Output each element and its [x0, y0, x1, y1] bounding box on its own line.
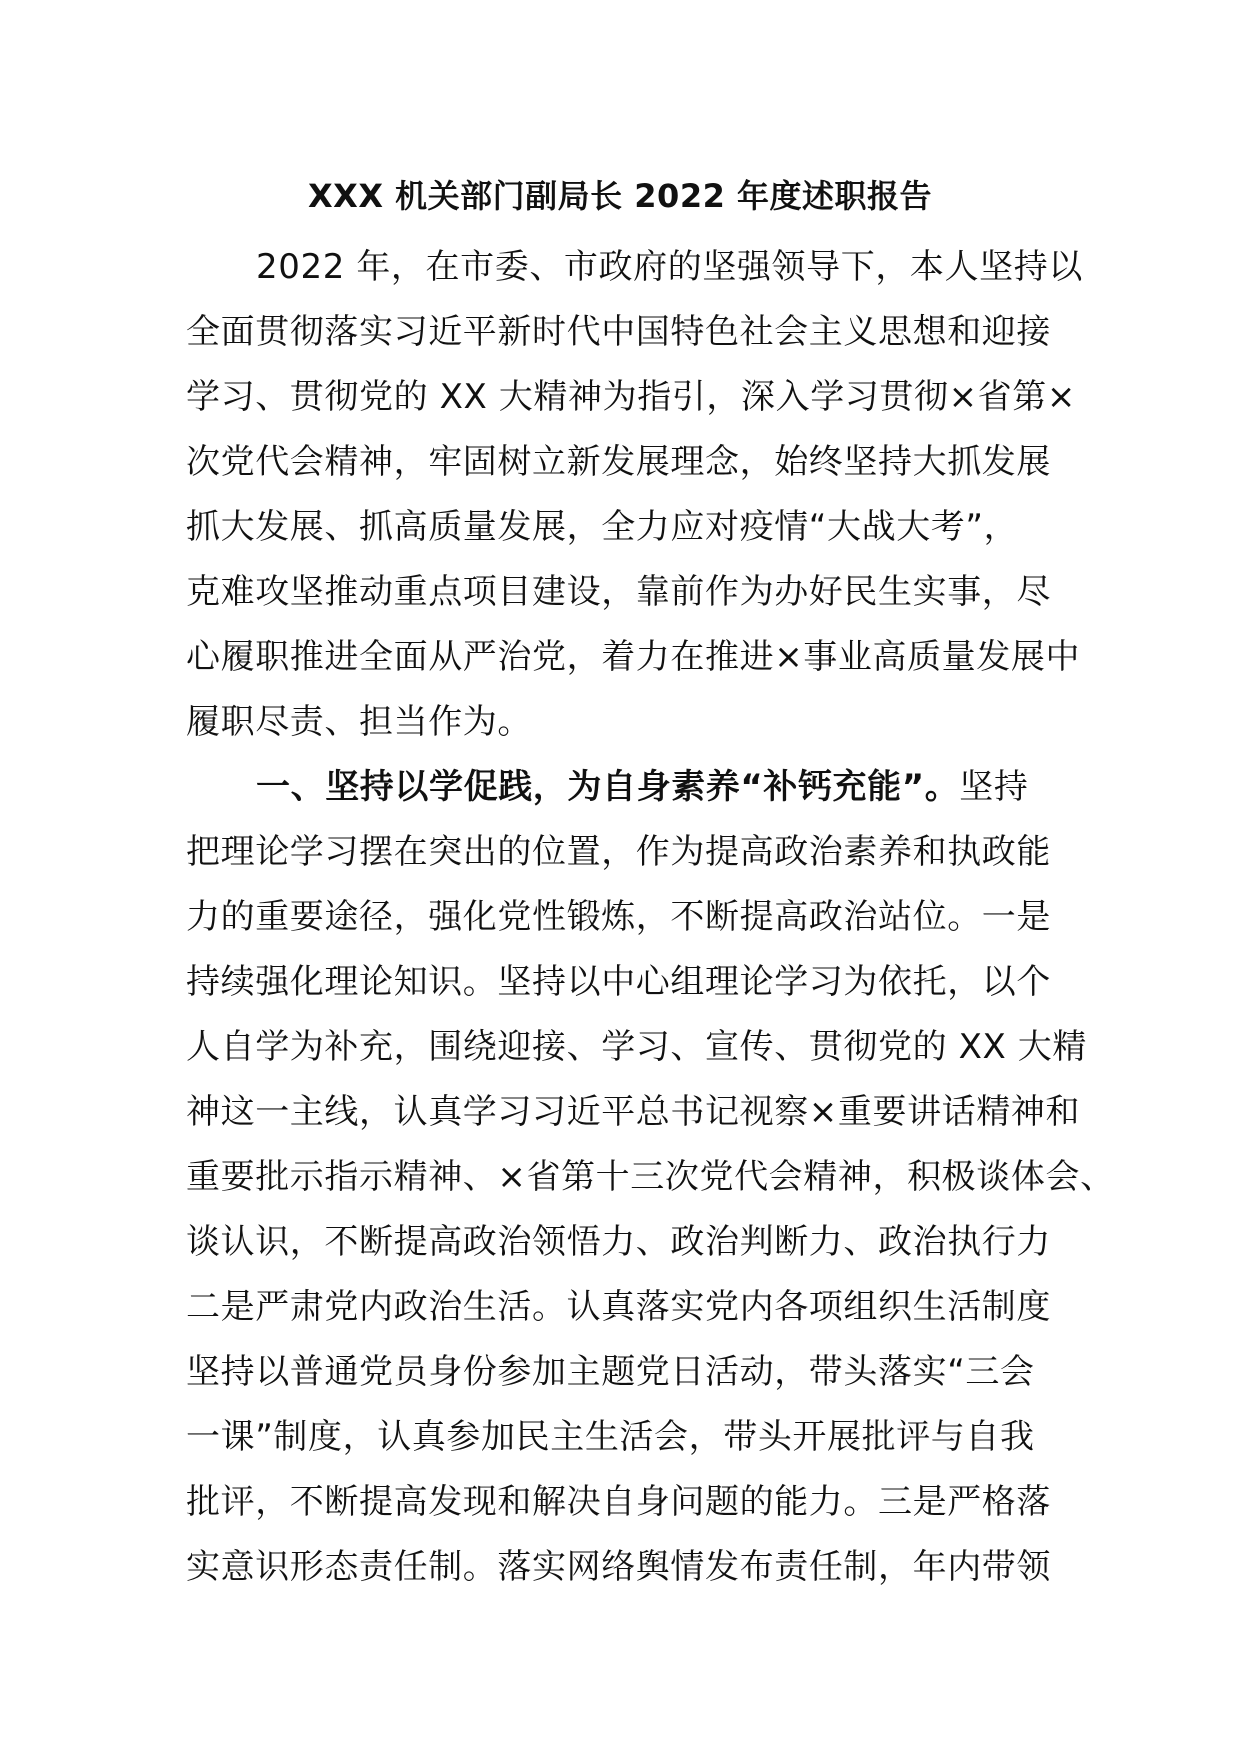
paragraph-line: 次党代会精神，牢固树立新发展理念，始终坚持大抓发展 — [186, 442, 1051, 482]
paragraph-line: 神这一主线，认真学习习近平总书记视察×重要讲话精神和 — [186, 1092, 1081, 1132]
paragraph-line: 一课”制度，认真参加民主生活会，带头开展批评与自我 — [186, 1417, 1035, 1457]
paragraph-line: 学习、贯彻党的 XX 大精神为指引，深入学习贯彻×省第× — [186, 377, 1076, 417]
paragraph-line: 抓大发展、抓高质量发展，全力应对疫情“大战大考”， — [186, 507, 1019, 547]
paragraph-line: 把理论学习摆在突出的位置，作为提高政治素养和执政能 — [186, 832, 1051, 872]
paragraph-line: 持续强化理论知识。坚持以中心组理论学习为依托，以个 — [186, 962, 1051, 1002]
section-heading-line — [186, 755, 1066, 820]
paragraph-line: 心履职推进全面从严治党，着力在推进×事业高质量发展中 — [186, 637, 1081, 677]
document-body — [186, 235, 1115, 1600]
paragraph-line: 坚持以普通党员身份参加主题党日活动，带头落实“三会 — [186, 1352, 1035, 1392]
paragraph-line: 人自学为补充，围绕迎接、学习、宣传、贯彻党的 XX 大精 — [186, 1027, 1087, 1067]
section-heading: 一、坚持以学促践，为自身素养“补钙充能”。 — [256, 767, 960, 807]
paragraph-line: 批评，不断提高发现和解决自身问题的能力。三是严格落 — [186, 1482, 1051, 1522]
paragraph-line: 履职尽责、担当作为。 — [186, 702, 532, 742]
paragraph-line: 力的重要途径，强化党性锻炼，不断提高政治站位。一是 — [186, 897, 1051, 937]
paragraph-line: 谈认识，不断提高政治领悟力、政治判断力、政治执行力 — [186, 1222, 1051, 1262]
paragraph-line: 二是严肃党内政治生活。认真落实党内各项组织生活制度 — [186, 1287, 1051, 1327]
paragraph-line: 克难攻坚推动重点项目建设，靠前作为办好民生实事，尽 — [186, 572, 1051, 612]
paragraph-line: 实意识形态责任制。落实网络舆情发布责任制，年内带领 — [186, 1547, 1051, 1587]
paragraph-line: 重要批示指示精神、×省第十三次党代会精神，积极谈体会、 — [186, 1157, 1115, 1197]
paragraph-line: 全面贯彻落实习近平新时代中国特色社会主义思想和迎接 — [186, 312, 1051, 352]
document-title: XXX 机关部门副局长 2022 年度述职报告 — [307, 177, 932, 215]
paragraph-text: 坚持 — [959, 767, 1029, 807]
paragraph-line: 2022 年，在市委、市政府的坚强领导下，本人坚持以 — [256, 247, 1083, 287]
